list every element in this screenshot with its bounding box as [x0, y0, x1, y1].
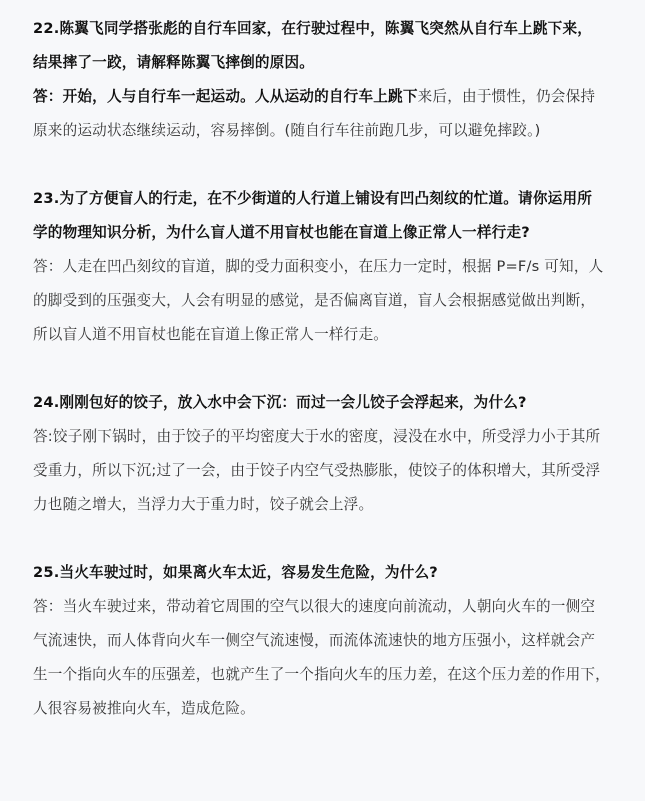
answer-23: [33, 250, 631, 352]
answer-lead-bold: 答：开始，人与自行车一起运动。人从运动的自行车上跳下: [33, 88, 418, 105]
question-line: 22.陈翼飞同学搭张彪的自行车回家，在行驶过程中，陈翼飞突然从自行车上跳下来，: [33, 20, 593, 37]
question-24: [33, 386, 631, 420]
question-23: [33, 182, 631, 250]
question-line: 学的物理知识分析，为什么盲人道不用盲杖也能在盲道上像正常人一样行走?: [33, 224, 530, 241]
answer-line: 生一个指向火车的压强差，也就产生了一个指向火车的压力差，在这个压力差的作用下，: [33, 666, 610, 683]
answer-line: 原来的运动状态继续运动，容易摔倒。(随自行车往前跑几步，可以避免摔跤。): [33, 122, 541, 139]
answer-22: [33, 80, 631, 148]
spacer: [33, 352, 631, 386]
answer-line: 受重力，所以下沉;过了一会，由于饺子内空气受热膨胀，使饺子的体积增大，其所受浮: [33, 462, 601, 479]
qa-item-22: [33, 12, 631, 148]
answer-line: 力也随之增大，当浮力大于重力时，饺子就会上浮。: [33, 496, 374, 513]
answer-24: [33, 420, 631, 522]
answer-line: 答:饺子刚下锅时，由于饺子的平均密度大于水的密度，浸没在水中，所受浮力小于其所: [33, 428, 601, 445]
answer-25: [33, 590, 631, 726]
question-25: [33, 556, 631, 590]
spacer: [33, 148, 631, 182]
answer-line: 人很容易被推向火车，造成危险。: [33, 700, 255, 717]
answer-line: 答：当火车驶过来，带动着它周围的空气以很大的速度向前流动，人朝向火车的一侧空: [33, 598, 596, 615]
question-22: [33, 12, 631, 80]
qa-item-25: [33, 556, 631, 726]
question-line: 结果摔了一跤，请解释陈翼飞摔倒的原因。: [33, 54, 315, 71]
qa-item-24: [33, 386, 631, 522]
answer-lead-rest: 来后，由于惯性，仍会保持: [417, 88, 596, 105]
answer-line: 的脚受到的压强变大，人会有明显的感觉，是否偏离盲道，盲人会根据感觉做出判断，: [33, 292, 596, 309]
question-line: 25.当火车驶过时，如果离火车太近，容易发生危险，为什么?: [33, 564, 438, 581]
question-line: 24.刚刚包好的饺子，放入水中会下沉：而过一会儿饺子会浮起来，为什么?: [33, 394, 527, 411]
answer-line: 气流速快，而人体背向火车一侧空气流速慢，而流体流速快的地方压强小，这样就会产: [33, 632, 596, 649]
answer-line: 答：人走在凹凸刻纹的盲道，脚的受力面积变小，在压力一定时，根据 P=F/s 可知，人: [33, 258, 604, 275]
question-line: 23.为了方便盲人的行走，在不少街道的人行道上铺设有凹凸刻纹的忙道。请你运用所: [33, 190, 593, 207]
qa-item-23: [33, 182, 631, 352]
answer-line: 所以盲人道不用盲杖也能在盲道上像正常人一样行走。: [33, 326, 389, 343]
spacer: [33, 522, 631, 556]
answer-line: [33, 80, 631, 114]
